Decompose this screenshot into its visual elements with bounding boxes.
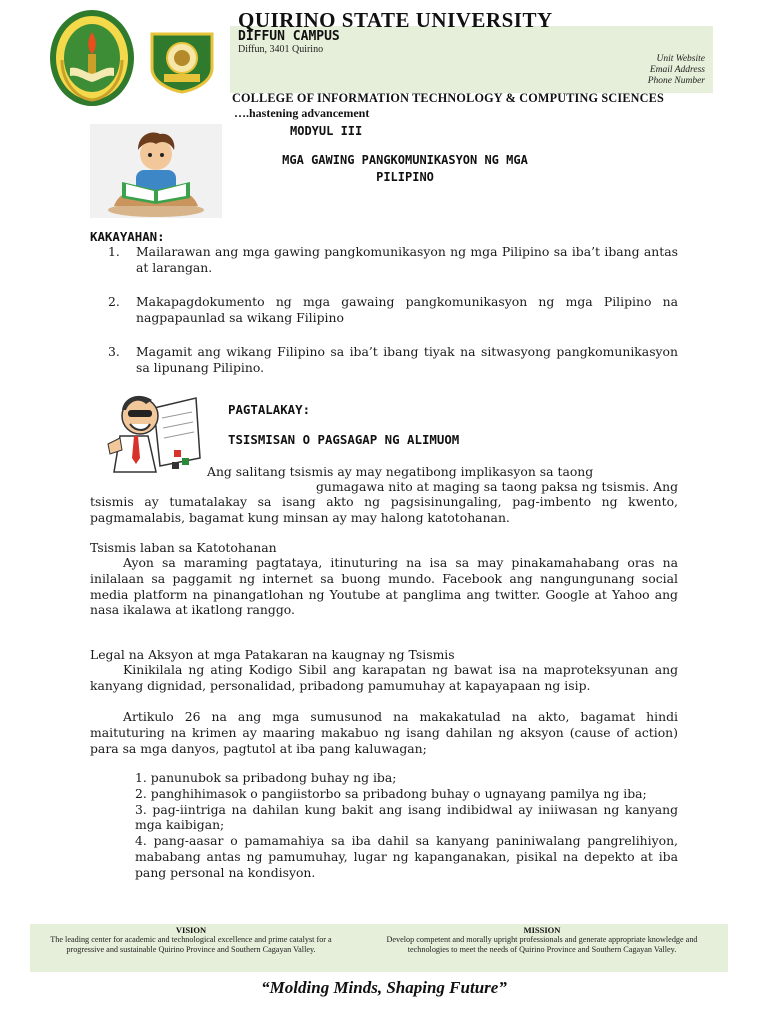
objective-number: 2. [108,294,120,309]
legal-paragraph-2: Artikulo 26 na ang mga sumusunod na makakatulad na akto, bagamat hindi maituturing na krimen ay maaring makabuo ng isang dahilan ng aksyon (cause of action) para sa mga danyos, pagtutol at iba pang kaluwagan; [90,709,678,756]
subheading-tsismis: Tsismis laban sa Katotohanan [90,540,277,555]
objective-text: Makapagdokumento ng mga gawaing pangkomunikasyon ng mga Pilipino na nagpapaunlad sa wikang Filipino [136,294,678,325]
intro-paragraph: tsismis ay tumatalakay sa isang akto ng pagsisinungaling, pag-imbento ng kwento, pagmamalabis, bagamat kung minsan ay may halong katotohanan. [90,494,678,525]
vision-block [38,925,344,954]
objective-item [108,244,678,276]
mission-block [370,925,714,954]
intro-line-1: Ang salitang tsismis ay may negatibong implikasyon sa taong [207,464,594,479]
tsismis-paragraph: Ayon sa maraming pagtataya, itinuturing na isa sa may pinakamahabang oras na inilalaan sa paggamit ng internet sa buong mundo. Facebook ang nangungunang social media platform na pinangatlohan ng Youtube at panglima ang twitter. Google at Yahoo ang nasa ikalawa at ikatlong ranggo. [90,555,678,618]
objective-text: Magamit ang wikang Filipino sa iba’t ibang tiyak na sitwasyong pangkomunikasyon sa lipunang Pilipino. [136,344,678,375]
contact-phone: Phone Number [647,76,705,86]
list-item: 4. pang-aasar o pamamahiya sa iba dahil sa kanyang paniniwalang pangrelihiyon, mababang antas ng pamumuhay, lugar ng kapanganakan, pisikal na depekto at iba pang personal na kondisyon. [135,833,678,880]
list-item: 3. pag-iintriga na dahilan kung bakit ang isang indibidwal ay iniiwasan ng kanyang mga kaibigan; [135,801,678,833]
pagtalakay-heading: PAGTALAKAY: [228,402,311,417]
college-name: COLLEGE OF INFORMATION TECHNOLOGY & COMPUTING SCIENCES [232,91,664,105]
campus-name: DIFFUN CAMPUS [238,29,340,44]
university-seal-logo [48,8,136,108]
college-seal-logo [142,28,222,94]
acts-list [135,770,678,881]
module-label: MODYUL III [290,124,363,138]
college-motto: ….hastening advancement [234,106,370,120]
list-item: 2. panghihimasok o pangiistorbo sa pribadong buhay o ugnayang pamilya ng iba; [135,785,647,801]
cartoon-man-illustration [100,388,206,480]
topic-heading: TSISMISAN O PAGSAGAP NG ALIMUOM [228,432,460,447]
contact-website: Unit Website [656,54,705,64]
legal-paragraph-1: Kinikilala ng ating Kodigo Sibil ang karapatan ng bawat isa na maproteksyunan ang kanyang dignidad, personalidad, pribadong pamumuhay at kapayapaan ng isip. [90,662,678,693]
intro-line-2: gumagawa nito at maging sa taong paksa ng tsismis. Ang [316,479,678,494]
campus-address: Diffun, 3401 Quirino [238,44,324,55]
contact-block [648,54,705,87]
university-name: QUIRINO STATE UNIVERSITY [238,8,553,32]
objective-number: 1. [108,244,120,259]
objective-text: Mailarawan ang mga gawing pangkomunikasyon ng mga Pilipino sa iba’t ibang antas at larangan. [136,244,678,275]
reading-boy-illustration [90,124,222,218]
module-title: MGA GAWING PANGKOMUNIKASYON NG MGA PILIPINO [282,153,528,184]
subheading-legal: Legal na Aksyon at mga Patakaran na kaugnay ng Tsismis [90,647,455,662]
objective-item [108,344,678,376]
objective-item [108,294,678,326]
objective-number: 3. [108,344,120,359]
mission-text: Develop competent and morally upright professionals and generate appropriate knowledge and technologies to meet the needs of Quirino Province and Southern Cagayan Valley. [386,935,698,954]
vision-text: The leading center for academic and technological excellence and prime catalyst for a progressive and sustainable Quirino Province and Southern Cagayan Valley. [50,935,332,954]
kakayahan-heading: KAKAYAHAN: [90,229,165,244]
tagline: “Molding Minds, Shaping Future” [261,978,507,997]
contact-email: Email Address [649,65,705,75]
mission-heading: MISSION [523,925,561,935]
list-item: 1. panunubok sa pribadong buhay ng iba; [135,770,397,785]
vision-heading: VISION [175,925,207,935]
